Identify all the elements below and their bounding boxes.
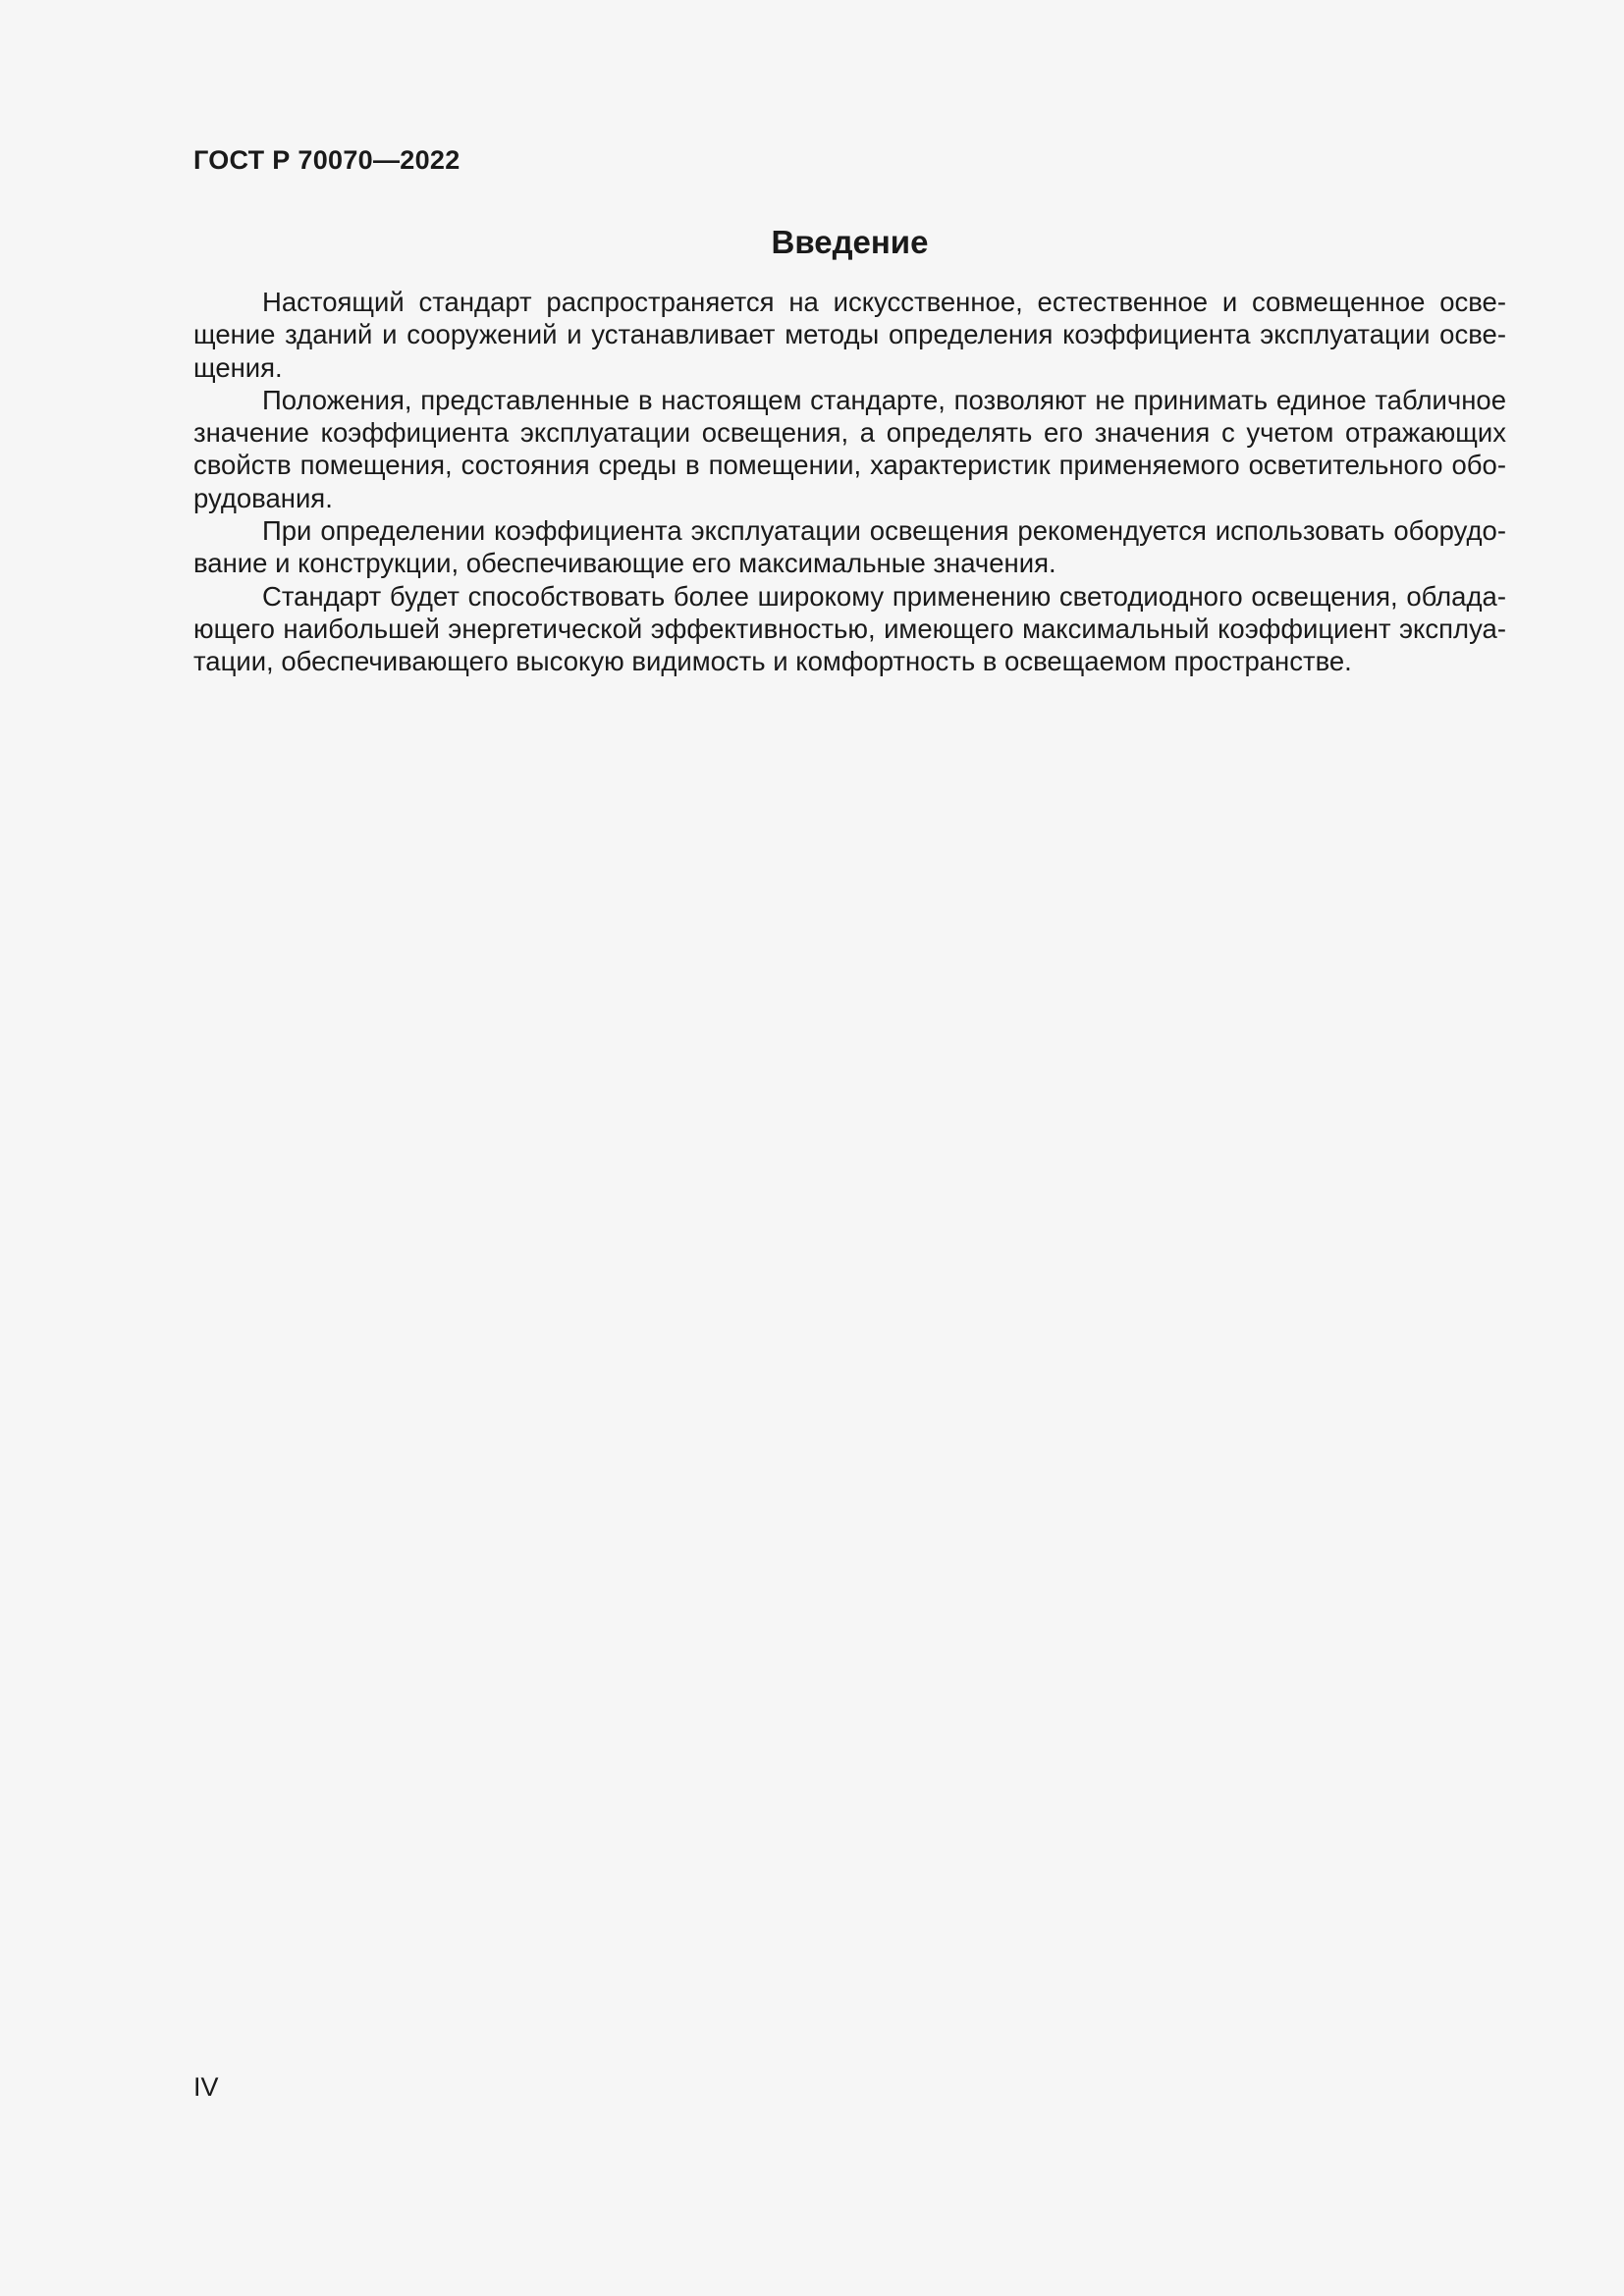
section-title: Введение [771, 224, 929, 260]
standard-designation: ГОСТ Р 70070—2022 [193, 145, 460, 175]
paragraph-provisions: Положения, представленные в настоящем стандарте, позволяют не принимать единое табличное значение коэффициента эксплуатации освещения, а определять его значения с учетом отражающих свойств помещения, состояния среды в помещении, характеристик применяемого осветительного оборудования. [193, 384, 1506, 513]
introduction-body [193, 286, 1506, 678]
paragraph-recommendation: При определении коэффициента эксплуатации освещения рекомендуется использовать оборудование и конструкции, обеспечивающие его максимальные значения. [193, 515, 1506, 579]
paragraph-purpose: Стандарт будет способствовать более широкому применению светодиодного освещения, обладающего наибольшей энергетической эффективностью, имеющего максимальный коэффициент эксплуатации, обеспечивающего высокую видимость и комфортность в освещаемом пространстве. [193, 580, 1506, 677]
paragraph-scope: Настоящий стандарт распространяется на искусственное, естественное и совмещенное освещение зданий и сооружений и устанавливает методы определения коэффициента эксплуатации освещения. [193, 287, 1506, 383]
page-number: IV [193, 2072, 219, 2102]
